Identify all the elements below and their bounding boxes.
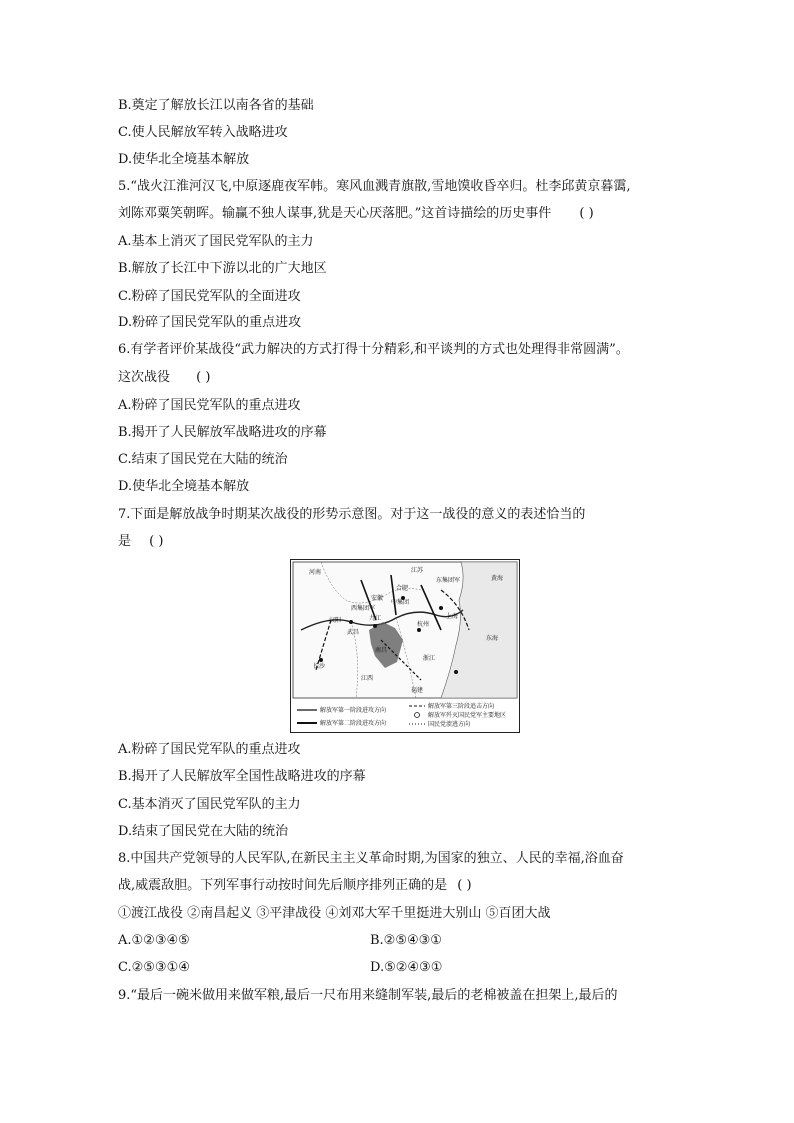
city-marker <box>417 628 421 632</box>
map-label: 长沙 <box>313 663 326 670</box>
q5-stem-text: 刘陈邓粟笑朝晖。输赢不独人谋事,犹是天心厌落肥。”这首诗描绘的历史事件 <box>118 206 552 221</box>
legend-annihilate: 解放军歼灭国民党军主要地区 <box>428 712 507 719</box>
map-label: 合肥 <box>396 585 409 592</box>
q8-option-b: B.②⑤④③① <box>370 933 442 948</box>
legend-retreat: 国民党溃逃方向 <box>428 721 471 728</box>
city-marker <box>373 624 377 628</box>
q6-stem-text: 这次战役 <box>118 370 171 385</box>
q5-option-a: A.基本上消灭了国民党军队的主力 <box>118 234 314 249</box>
q5-option-d: D.粉碎了国民党军队的重点进攻 <box>118 315 302 330</box>
q5-stem-line2 <box>118 204 594 224</box>
q5-stem-line1: 5.“战火江淮河汉飞,中原逐鹿夜军帏。寒风血溅青旗散,雪地馍收昏卒归。杜李邱黄京暮霭, <box>118 179 631 194</box>
q6-option-a: A.粉碎了国民党军队的重点进攻 <box>118 398 301 413</box>
q6-option-c: C.结束了国民党在大陆的统治 <box>118 452 288 467</box>
legend-second-stage: 解放军第二阶段进攻方向 <box>320 720 387 727</box>
map-label: 汉阳 <box>329 617 342 624</box>
q7-stem-line1: 7.下面是解放战争时期某次战役的形势示意图。对于这一战役的意义的表述恰当的 <box>118 507 586 522</box>
q7-stem-line2 <box>118 532 163 552</box>
map-label: 安徽 <box>371 595 384 602</box>
q8-stem-text: 战,威震敌胆。下列军事行动按时间先后顺序排列正确的是 <box>118 878 448 893</box>
map-label: 武昌 <box>347 629 360 636</box>
legend-first-stage: 解放军第一阶段进攻方向 <box>320 707 387 714</box>
q4-option-d: D.使华北全境基本解放 <box>118 152 250 167</box>
map-label: 黄海 <box>491 575 504 582</box>
q6-stem-line2 <box>118 368 210 388</box>
q7-option-b: B.揭开了人民解放军全国性战略进攻的序幕 <box>118 769 366 784</box>
city-marker <box>454 670 458 674</box>
map-label: 杭州 <box>417 621 430 628</box>
map-label: 江苏 <box>411 567 424 574</box>
q5-option-b: B.解放了长江中下游以北的广大地区 <box>118 261 327 276</box>
map-label: 西集团军 <box>351 605 376 612</box>
q7-stem-text: 是 <box>118 534 132 549</box>
q7-option-a: A.粉碎了国民党军队的重点进攻 <box>118 742 301 757</box>
q4-option-c: C.使人民解放军转入战略进攻 <box>118 125 288 140</box>
q8-stem-line1: 8.中国共产党领导的人民军队,在新民主主义革命时期,为国家的独立、人民的幸福,浴血奋 <box>118 851 624 866</box>
q8-option-a: A.①②③④⑤ <box>118 933 190 948</box>
legend-third-stage: 解放军第三阶段追击方向 <box>428 703 495 710</box>
city-marker <box>349 620 353 624</box>
battle-situation-map <box>290 559 520 733</box>
map-label: 东海 <box>486 635 499 642</box>
map-label: 九江 <box>369 615 382 622</box>
map-svg <box>291 560 519 732</box>
map-label: 浙江 <box>423 655 436 662</box>
q4-option-b: B.奠定了解放长江以南各省的基础 <box>118 98 314 113</box>
city-marker <box>439 606 443 610</box>
legend-annihilate-swatch <box>415 713 420 718</box>
q7-answer-paren: ( ) <box>149 534 164 549</box>
map-label: 南昌 <box>375 647 388 654</box>
q5-option-c: C.粉碎了国民党军队的全面进攻 <box>118 289 301 304</box>
q8-option-d: D.⑤②④③① <box>370 960 443 975</box>
map-label: 河南 <box>309 569 322 576</box>
q5-answer-paren: ( ) <box>579 206 594 221</box>
q8-items: ①渡江战役 ②南昌起义 ③平津战役 ④刘邓大军千里挺进大别山 ⑤百团大战 <box>118 906 551 921</box>
map-label: 上海 <box>446 613 459 620</box>
q6-stem-line1: 6.有学者评价某战役“武力解决的方式打得十分精彩,和平谈判的方式也处理得非常圆满”。 <box>118 342 629 357</box>
q6-answer-paren: ( ) <box>196 370 211 385</box>
map-legend <box>297 702 506 728</box>
q7-option-d: D.结束了国民党在大陆的统治 <box>118 824 289 839</box>
q8-option-c: C.②⑤③①④ <box>118 960 190 975</box>
q8-stem-line2 <box>118 876 472 896</box>
map-label: 江西 <box>361 675 374 682</box>
map-label: 中集团 <box>391 599 410 606</box>
q9-stem-line1: 9.“最后一碗米做用来做军粮,最后一尺布用来缝制军装,最后的老棉被盖在担架上,最后的 <box>118 988 618 1003</box>
q8-answer-paren: ( ) <box>457 878 472 893</box>
map-label: 福建 <box>411 687 424 694</box>
q6-option-b: B.揭开了人民解放军战略进攻的序幕 <box>118 425 327 440</box>
q6-option-d: D.使华北全境基本解放 <box>118 479 250 494</box>
q7-option-c: C.基本消灭了国民党军队的主力 <box>118 797 301 812</box>
map-label: 东集团军 <box>436 577 461 584</box>
city-marker <box>319 658 323 662</box>
